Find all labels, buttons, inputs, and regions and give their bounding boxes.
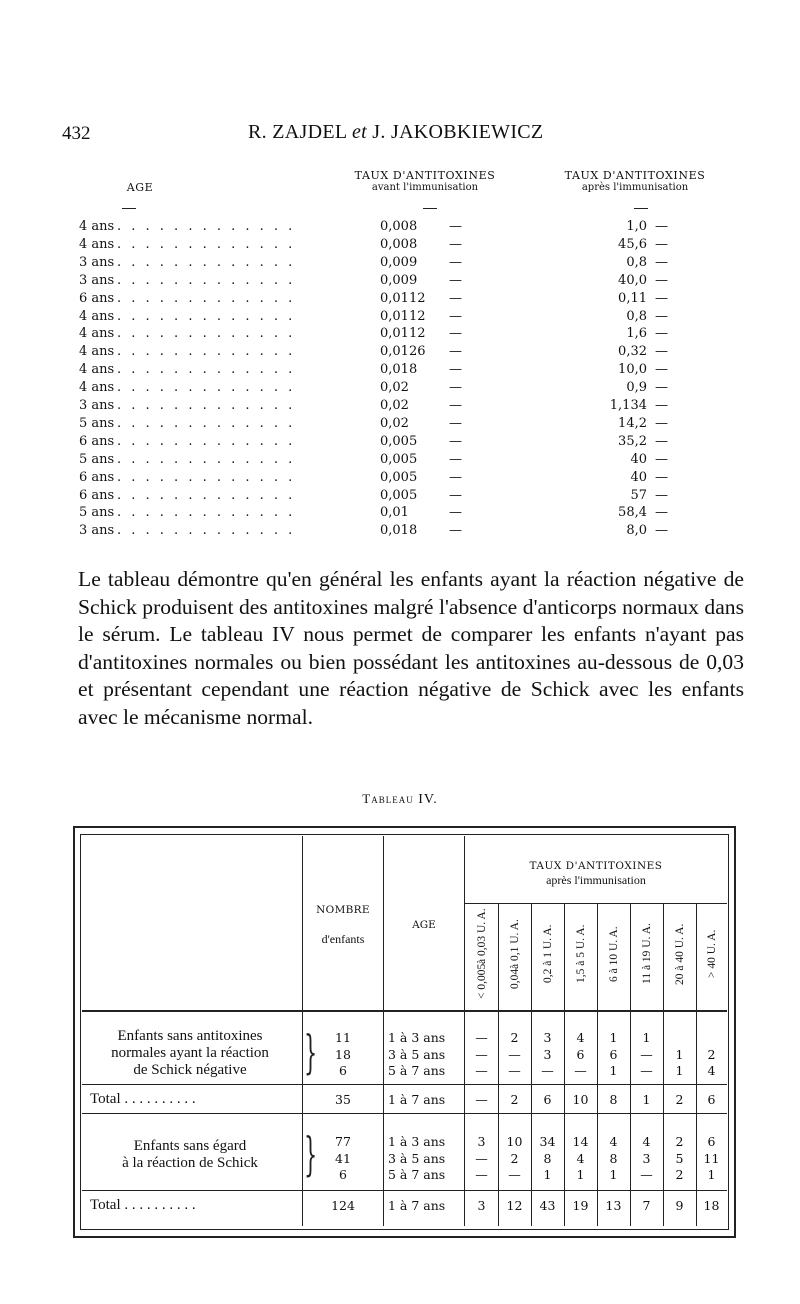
dash: — [449,290,462,306]
range-header: 11 à 19 U. A. [640,923,653,985]
before-cell: 0,0112 [380,308,426,324]
value-cell: — [475,1167,488,1182]
value-cell: 1 [675,1063,684,1078]
before-cell: 0,009 [380,272,418,288]
table-row [79,254,739,272]
value-cell: 6 [576,1046,585,1062]
dash: — [449,236,462,252]
leader-dots: . . . . . . . . . . . . . [117,344,296,360]
before-cell: 0,018 [380,523,418,539]
after-cell: 40 [630,469,647,485]
after-cell: 40,0 [618,272,647,288]
value-cell: 1 [609,1167,618,1182]
value-cell: 1 [707,1167,716,1182]
after-cell: 40 [630,451,647,467]
leader-dots: . . . . . . . . . . . . . [117,219,296,234]
value-cell: 18 [703,1198,720,1213]
value-cell: — [475,1030,488,1045]
before-cell: 0,008 [380,236,418,252]
value-cell: 34 [539,1134,556,1149]
before-cell: 0,0126 [380,344,426,360]
value-cell: 1 [675,1046,684,1062]
dash: — [655,469,668,485]
value-cell: 8 [543,1150,552,1166]
dash: — [655,236,668,252]
table-row [79,469,739,487]
table-row [79,379,739,397]
dash: — [655,326,668,342]
value-cell: 8 [609,1092,618,1107]
age-cell: 1 à 3 ans [388,1134,446,1149]
value-cell: 2 [675,1134,684,1149]
value-cell: 4 [576,1030,585,1045]
table-row [79,522,739,540]
leader-dots: . . . . . . . . . . . . . [117,487,296,503]
value-cell: 1 [642,1030,651,1045]
vrule [383,836,384,1226]
range-header: 20 à 40 U. A. [673,923,686,985]
value-cell: 2 [707,1046,716,1062]
table-iii-before-header: TAUX D'ANTITOXINES avant l'immunisation [354,169,496,193]
dash: — [449,380,462,396]
value-cell: 6 [707,1134,716,1149]
group-2-brace: } [304,1127,318,1181]
dash [423,208,437,209]
value-cell: 3 [642,1150,651,1166]
count-cell: 124 [331,1198,355,1213]
leader-dots: . . . . . . . . . . . . . [117,398,296,413]
count-cell: 6 [339,1167,347,1182]
dash: — [449,219,462,234]
value-cell: — [508,1063,521,1078]
value-cell: 6 [609,1046,618,1062]
value-cell: — [508,1167,521,1182]
leader-dots: . . . . . . . . . . . . . [117,451,296,467]
table-iii-age-header: AGE [126,181,154,194]
value-cell: — [640,1167,653,1182]
range-header: 0,2 à 1 U. A. [541,924,554,984]
value-cell: — [508,1046,521,1062]
table-row [79,361,739,379]
dash: — [449,469,462,485]
value-cell: 4 [707,1063,716,1078]
leader-dots: . . . . . . . . . . . . . [117,290,296,306]
leader-dots: . . . . . . . . . . [120,1091,196,1107]
dash [634,208,648,209]
age-cell: 5 ans [79,505,115,521]
before-cell: 0,005 [380,487,418,503]
dash: — [655,487,668,503]
age-cell: 3 ans [79,523,115,539]
range-header: 1,5 à 5 U. A. [574,924,587,984]
dash: — [655,362,668,378]
value-cell: — [475,1092,488,1107]
age-cell: 5 ans [79,415,115,431]
age-cell: 4 ans [79,380,115,396]
after-cell: 57 [630,487,647,503]
age-cell: 5 ans [79,451,115,467]
dash: — [655,398,668,413]
value-cell: 12 [506,1198,523,1213]
row-rule [82,1113,727,1114]
after-cell: 14,2 [618,415,647,431]
before-cell: 0,005 [380,451,418,467]
dash: — [449,433,462,449]
dash: — [449,505,462,521]
dash: — [655,433,668,449]
dash: — [449,362,462,378]
value-cell: 19 [572,1198,589,1213]
after-cell: 0,9 [626,380,647,396]
after-cell: 0,32 [618,344,647,360]
leader-dots: . . . . . . . . . . . . . [117,254,296,270]
age-cell: 3 ans [79,398,115,413]
value-cell: 10 [572,1092,589,1107]
before-cell: 0,01 [380,505,409,521]
age-cell: 6 ans [79,290,115,306]
value-cell: 11 [703,1150,720,1166]
taux-header: TAUX D'ANTITOXINES [529,860,663,872]
table-row [79,451,739,469]
range-header: > 40 U. A. [705,929,718,979]
before-cell: 0,005 [380,469,418,485]
value-cell: — [574,1063,587,1078]
dash: — [449,487,462,503]
value-cell: 3 [543,1046,552,1062]
after-cell: 45,6 [618,236,647,252]
range-header: < 0,005 à 0,03 U. A. [475,908,488,1000]
group-2-label: Enfants sans égard à la réaction de Schick [122,1138,258,1171]
age-cell: 4 ans [79,308,115,324]
dash: — [449,523,462,539]
leader-dots: . . . . . . . . . . . . . [117,308,296,324]
table-row [79,325,739,343]
taux-subheader: après l'immunisation [546,873,646,887]
dash: — [449,272,462,288]
age-cell: 3 ans [79,254,115,270]
table-row [79,308,739,326]
age-cell: 3 à 5 ans [388,1150,446,1166]
total-2-label: Total . . . . . . . . . . [90,1197,196,1213]
table-row [79,236,739,254]
value-cell: 1 [576,1167,585,1182]
leader-dots: . . . . . . . . . . [120,1197,196,1213]
before-cell: 0,02 [380,380,409,396]
after-cell: 1,0 [626,219,647,234]
dash: — [449,308,462,324]
dash: — [655,344,668,360]
row-rule [82,1190,727,1191]
age-cell: 4 ans [79,362,115,378]
leader-dots: . . . . . . . . . . . . . [117,433,296,449]
value-cell: — [475,1150,488,1166]
running-head-et: et [351,121,367,143]
value-cell: — [475,1046,488,1062]
value-cell: 5 [675,1150,684,1166]
after-cell: 1,6 [626,326,647,342]
dash: — [655,254,668,270]
after-cell: 8,0 [626,523,647,539]
count-cell: 11 [335,1030,351,1045]
leader-dots: . . . . . . . . . . . . . [117,272,296,288]
table-row [79,290,739,308]
value-cell: 3 [543,1030,552,1045]
range-header: 0,04 à 0,1 U. A. [508,919,521,989]
age-cell: 5 à 7 ans [388,1167,446,1182]
dash: — [655,505,668,521]
dash: — [449,254,462,270]
dash: — [655,415,668,431]
after-cell: 0,11 [618,290,647,306]
after-cell: 0,8 [626,308,647,324]
age-cell: 3 à 5 ans [388,1046,446,1062]
dash [122,208,136,209]
age-header: AGE [412,919,436,931]
table-row [79,415,739,433]
table-row [79,218,739,236]
count-cell: 77 [335,1134,351,1149]
age-cell: 6 ans [79,487,115,503]
count-cell: 35 [335,1092,351,1107]
leader-dots: . . . . . . . . . . . . . [117,326,296,342]
leader-dots: . . . . . . . . . . . . . [117,380,296,396]
age-cell: 4 ans [79,219,115,234]
value-cell: 2 [675,1167,684,1182]
after-cell: 1,134 [609,398,647,413]
after-cell: 0,8 [626,254,647,270]
value-cell: 2 [510,1092,519,1107]
after-cell: 10,0 [618,362,647,378]
count-cell: 6 [339,1063,347,1078]
value-cell: 43 [539,1198,556,1213]
dash: — [655,290,668,306]
group-1-label: Enfants sans antitoxines normales ayant la réaction de Schick négative [111,1028,269,1078]
value-cell: 1 [543,1167,552,1182]
leader-dots: . . . . . . . . . . . . . [117,362,296,378]
age-cell: 1 à 7 ans [388,1092,446,1107]
after-cell: 58,4 [618,505,647,521]
value-cell: 4 [642,1134,651,1149]
range-header: 6 à 10 U. A. [607,926,620,982]
table-row [79,343,739,361]
value-cell: 4 [576,1150,585,1166]
row-rule [82,1084,727,1085]
table-row [79,487,739,505]
value-cell: 7 [642,1198,651,1213]
nombre-header: NOMBRE [316,904,370,916]
before-cell: 0,02 [380,415,409,431]
dash: — [449,451,462,467]
group-1-brace: } [304,1025,318,1079]
table-row [79,504,739,522]
value-cell: 2 [510,1150,519,1166]
before-cell: 0,0112 [380,326,426,342]
after-cell: 35,2 [618,433,647,449]
before-cell: 0,0112 [380,290,426,306]
page-number: 432 [62,123,91,144]
running-head-author-1: R. ZAJDEL [248,121,347,143]
age-cell: 5 à 7 ans [388,1063,446,1078]
value-cell: 3 [477,1134,486,1149]
value-cell: 13 [605,1198,622,1213]
dash: — [655,523,668,539]
before-cell: 0,008 [380,219,418,234]
dash: — [449,415,462,431]
leader-dots: . . . . . . . . . . . . . [117,236,296,252]
dash: — [655,308,668,324]
before-cell: 0,02 [380,398,409,413]
dash: — [449,326,462,342]
value-cell: 2 [675,1092,684,1107]
value-cell: 1 [642,1092,651,1107]
before-cell: 0,018 [380,362,418,378]
running-head [248,121,543,144]
age-cell: 4 ans [79,236,115,252]
total-1-label: Total . . . . . . . . . . [90,1091,196,1107]
value-cell: 8 [609,1150,618,1166]
age-cell: 4 ans [79,326,115,342]
value-cell: — [640,1046,653,1062]
value-cell: 1 [609,1063,618,1078]
value-cell: 4 [609,1134,618,1149]
leader-dots: . . . . . . . . . . . . . [117,469,296,485]
table-row [79,272,739,290]
dash: — [655,451,668,467]
age-cell: 6 ans [79,433,115,449]
table-iii-after-header: TAUX D'ANTITOXINES après l'immunisation [564,169,706,193]
value-cell: 3 [477,1198,486,1213]
age-cell: 1 à 3 ans [388,1030,446,1045]
value-cell: — [640,1063,653,1078]
dash: — [449,344,462,360]
before-cell: 0,009 [380,254,418,270]
table-iv-title: Tableau IV. [362,791,438,807]
dash: — [655,380,668,396]
age-cell: 1 à 7 ans [388,1198,446,1213]
value-cell: 6 [543,1092,552,1107]
value-cell: 9 [675,1198,684,1213]
value-cell: 10 [506,1134,523,1149]
dash: — [655,219,668,234]
dash: — [449,398,462,413]
body-paragraph: Le tableau démontre qu'en général les enfants ayant la réaction négative de Schick produisent des antitoxines malgré l'absence d'anticorps normaux dans le sérum. Le tableau IV nous permet de comparer les enfants n'ayant pas d'antitoxines normales ou bien possédant les antitoxines au-dessous de 0,03 et présentant cependant une réaction négative de Schick avec les enfants avec le mécanisme normal. [78,567,744,729]
nombre-subheader: d'enfants [321,932,365,946]
leader-dots: . . . . . . . . . . . . . [117,505,296,521]
running-head-author-2: J. JAKOBKIEWICZ [372,121,544,143]
value-cell: 6 [707,1092,716,1107]
value-cell: — [541,1063,554,1078]
dash: — [655,272,668,288]
value-cell: — [475,1063,488,1078]
value-cell: 14 [572,1134,589,1149]
count-cell: 41 [335,1150,351,1166]
value-cell: 1 [609,1030,618,1045]
value-cell: 2 [510,1030,519,1045]
table-row [79,433,739,451]
age-cell: 6 ans [79,469,115,485]
age-cell: 4 ans [79,344,115,360]
leader-dots: . . . . . . . . . . . . . [117,523,296,539]
table-row [79,397,739,415]
count-cell: 18 [335,1046,351,1062]
age-cell: 3 ans [79,272,115,288]
leader-dots: . . . . . . . . . . . . . [117,415,296,431]
before-cell: 0,005 [380,433,418,449]
